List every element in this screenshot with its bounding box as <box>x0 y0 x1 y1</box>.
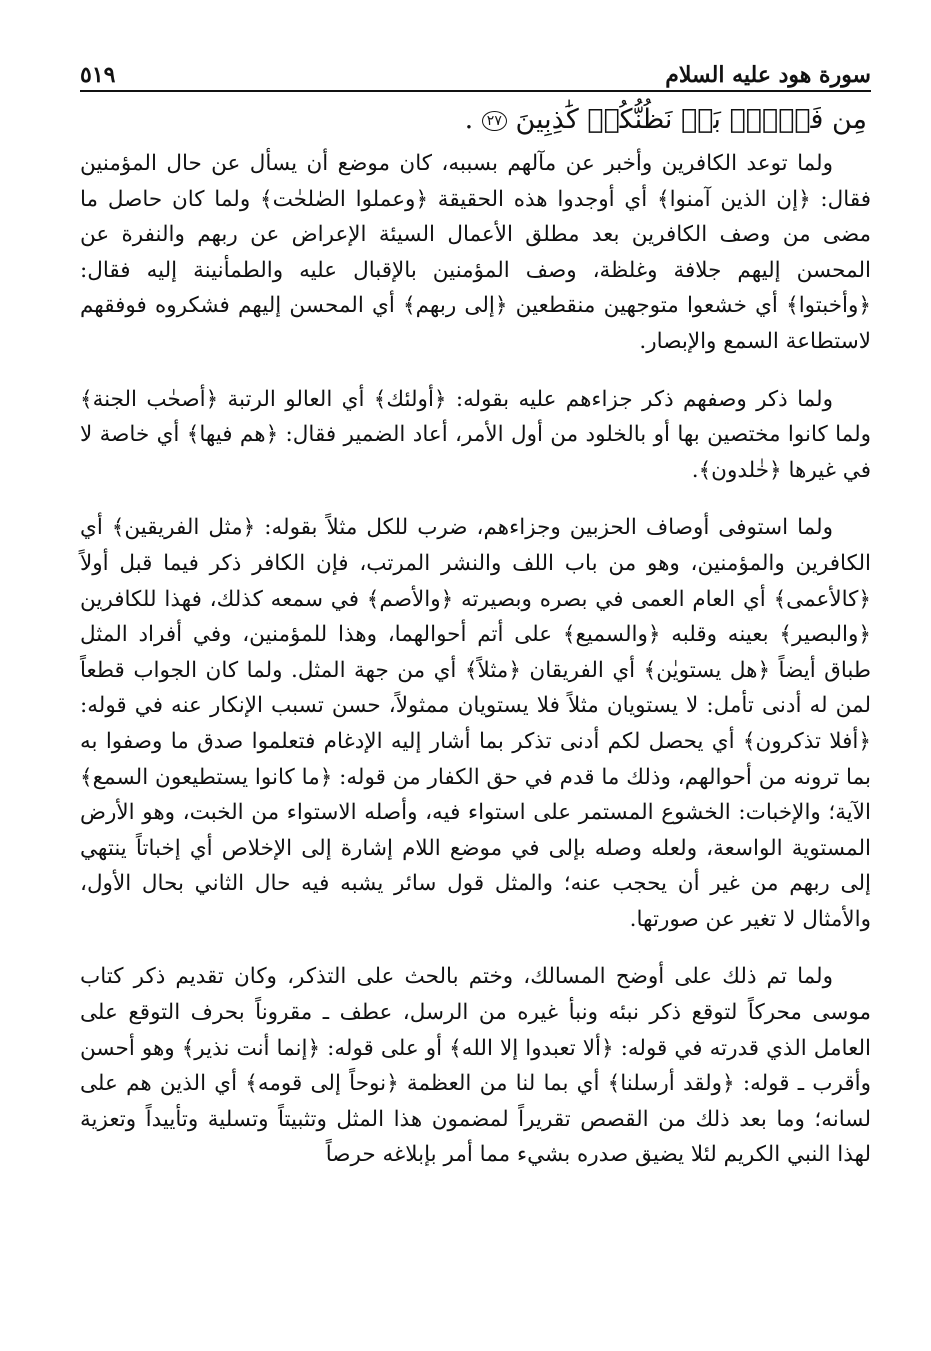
verse-end-mark: . <box>464 104 474 135</box>
paragraph-2: ولما ذكر وصفهم ذكر جزاءهم عليه بقوله: ﴿أولئك﴾ أي العالو الرتبة ﴿أصحٰب الجنة﴾ ولما كانوا مختصين بها أو بالخلود من أول الأمر، أعاد الضمير فقال: ﴿هم فيها﴾ أي خاصة لا في غيرها ﴿خٰلدون﴾. <box>80 386 871 483</box>
page-number: ٥١٩ <box>80 62 116 88</box>
page-header <box>80 52 871 92</box>
verse-text: مِن فَضۡلِۭ بَلۡ نَظُنُّكُمۡ كَٰذِبِينَ <box>515 104 867 135</box>
paragraph-3: ولما استوفى أوصاف الحزبين وجزاءهم، ضرب للكل مثلاً بقوله: ﴿مثل الفريقين﴾ أي الكافرين والمؤمنين، وهو من باب اللف والنشر المرتب، فإن الكافر ذكر فيما قبل أولاً ﴿كالأعمى﴾ أي العام العمى في بصره وبصيرته ﴿والأصم﴾ في سمعه كذلك، فهذا للكافرين ﴿والبصير﴾ بعينه وقلبه ﴿والسميع﴾ على أتم أحوالهما، وهذا للمؤمنين، وفي أفراد المثل طباق أيضاً ﴿هل يستويٰن﴾ أي الفريقان ﴿مثلاً﴾ أي من جهة المثل. ولما كان الجواب قطعاً لمن له أدنى تأمل: لا يستويان مثلاً فلا يستويان ممثولاً، حسن تسبب الإنكار عنه في قوله: ﴿أفلا تذكرون﴾ أي يحصل لكم أدنى تذكر بما أشار إليه الإدغام فتعلموا صدق ما وصفوا به بما ترونه من أحوالهم، وذلك ما قدم في حق الكفار من قوله: ﴿ما كانوا يستطيعون السمع﴾ الآية؛ والإخبات: الخشوع المستمر على استواء فيه، وأصله الاستواء من الخبت، وهو الأرض المستوية الواسعة، ولعله وصله بإلى في موضع اللام إشارة إلى الإخلاص أي إخباتاً ينتهي إلى ربهم من غير أن يحجب عنه؛ والمثل قول سائر يشبه فيه حال الثاني بحال الأول، والأمثال لا تغير عن صورتها. <box>80 515 871 932</box>
paragraph-1: ولما توعد الكافرين وأخبر عن مآلهم بسببه، كان موضع أن يسأل عن حال المؤمنين فقال: ﴿إن الذين آمنوا﴾ أي أوجدوا هذه الحقيقة ﴿وعملوا الصٰلحٰت﴾ ولما كان حاصل ما مضى من وصف الكافرين بعد مطلق الأعمال السيئة الإعراض عن ربهم والنفرة عن المحسن إليهم جلافة وغلظة، وصف المؤمنين بالإقبال عليه والطمأنينة إليه فقال: ﴿وأخبتوا﴾ أي خشعوا متوجهين منقطعين ﴿إلى ربهم﴾ أي المحسن إليهم فشكروه فوفقهم لاستطاعة السمع والإبصار. <box>80 151 871 354</box>
running-title: سورة هود عليه السلام <box>665 62 871 88</box>
quran-verse <box>80 98 871 142</box>
ayah-number-icon: ٢٧ <box>482 111 507 131</box>
paragraph-4: ولما تم ذلك على أوضح المسالك، وختم بالحث على التذكر، وكان تقديم ذكر كتاب موسى محركاً لتوقع ذكر نبئه ونبأ غيره من الرسل، عطف ـ مقروناً بحرف التوقع على العامل الذي قدرته في قوله: ﴿ألا تعبدوا إلا الله﴾ أو على قوله: ﴿إنما أنت نذير﴾ وهو أحسن وأقرب ـ قوله: ﴿ولقد أرسلنا﴾ أي بما لنا من العظمة ﴿نوحاً إلى قومه﴾ أي الذين هم على لسانه؛ وما بعد ذلك من القصص تقريراً لمضمون هذا المثل وتثبيتاً وتسلية وتأييداً وتعزية لهذا النبي الكريم لئلا يضيق صدره بشيء مما أمر بإبلاغه حرصاً <box>80 964 871 1168</box>
page-body <box>80 98 871 1173</box>
